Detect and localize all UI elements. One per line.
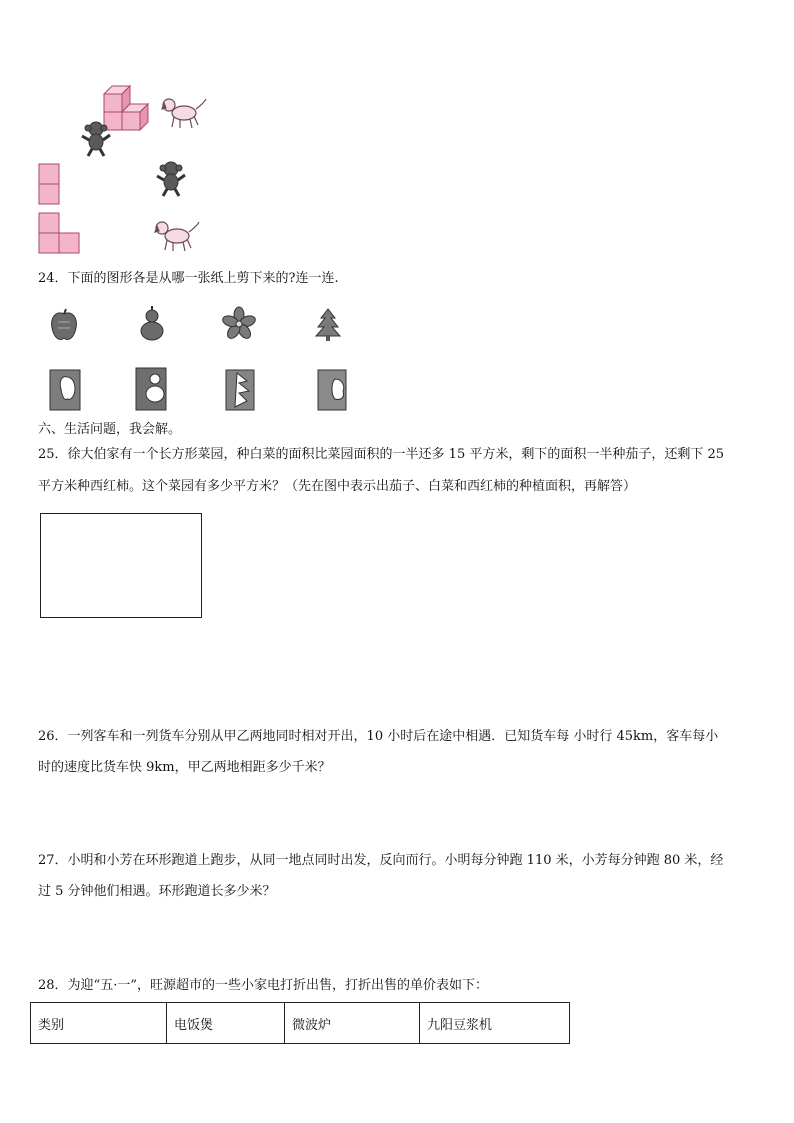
dog-icon — [160, 95, 208, 131]
table-header-cell: 类别 — [31, 1003, 167, 1044]
q26-line2: 时的速度比货车快 9km，甲乙两地相距多少千米？ — [38, 760, 331, 775]
table-row — [31, 1003, 570, 1044]
q24-text: 24．下面的图形各是从哪一张纸上剪下来的?连一连. — [38, 271, 339, 286]
paper-sheet-2-icon — [135, 367, 167, 411]
flower-shape-icon — [222, 308, 256, 340]
dog-icon — [153, 218, 201, 254]
price-table — [30, 1002, 570, 1044]
table-header-cell: 微波炉 — [285, 1003, 420, 1044]
monkey-icon — [153, 160, 189, 198]
view-front-icon — [38, 163, 62, 207]
apple-shape-icon — [50, 308, 78, 342]
view-side-icon — [38, 212, 84, 256]
monkey-icon — [78, 120, 114, 158]
q28-text: 28．为迎“五·一”，旺源超市的一些小家电打折出售，打折出售的单价表如下： — [38, 978, 488, 993]
q26-line1: 26．一列客车和一列货车分别从甲乙两地同时相对开出，10 小时后在途中相遇．已知货车每 小时行 45km，客车每小 — [38, 729, 719, 744]
section-6-title: 六、生活问题，我会解。 — [38, 422, 182, 437]
paper-sheet-3-icon — [225, 369, 255, 411]
paper-sheet-4-icon — [317, 369, 347, 411]
paper-sheet-1-icon — [49, 369, 81, 411]
q27-line2: 过 5 分钟他们相遇。环形跑道长多少米？ — [38, 884, 276, 899]
garden-rectangle[interactable] — [40, 513, 202, 618]
table-header-cell: 电饭煲 — [167, 1003, 285, 1044]
q27-line1: 27．小明和小芳在环形跑道上跑步，从同一地点同时出发，反向而行。小明每分钟跑 110 米，小芳每分钟跑 80 米，经 — [38, 853, 724, 868]
gourd-shape-icon — [138, 306, 166, 342]
table-header-cell: 九阳豆浆机 — [420, 1003, 570, 1044]
q25-line2: 平方米种西红柿。这个菜园有多少平方米？（先在图中表示出茄子、白菜和西红柿的种植面积，再解答） — [38, 479, 637, 494]
q25-line1: 25．徐大伯家有一个长方形菜园，种白菜的面积比菜园面积的一半还多 15 平方米，剩下的面积一半种茄子，还剩下 25 — [38, 447, 725, 462]
tree-shape-icon — [315, 308, 341, 342]
